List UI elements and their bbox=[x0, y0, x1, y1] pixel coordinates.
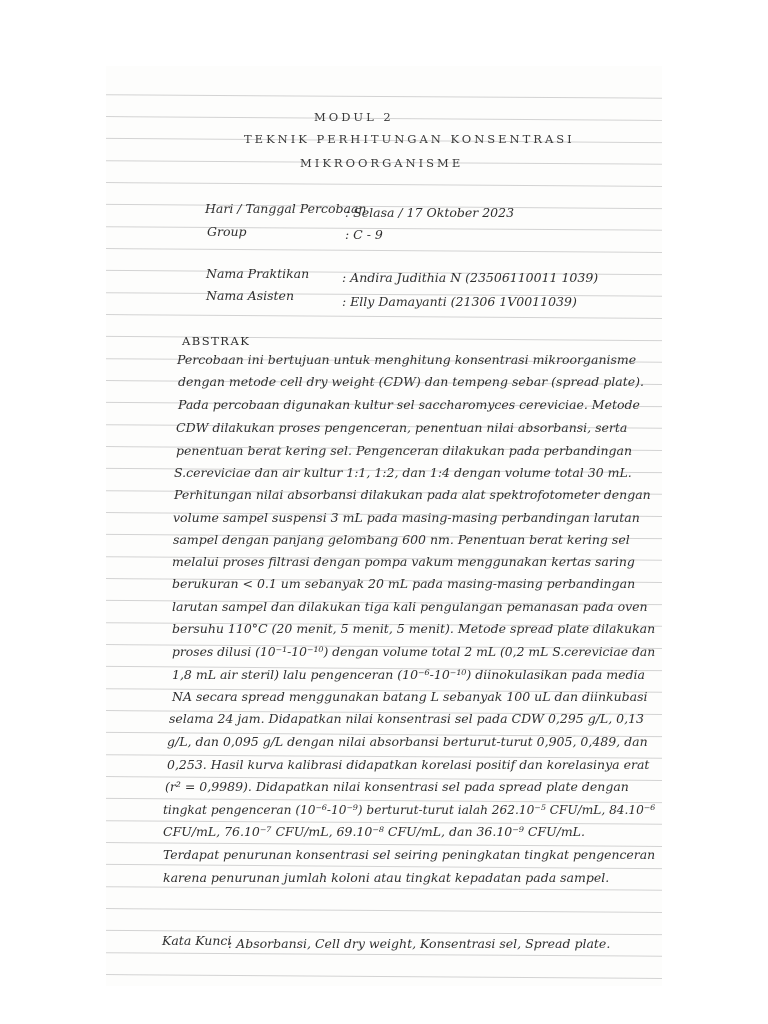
abstract-line: (r² = 0,9989). Didapatkan nilai konsentrasi sel pada spread plate dengan bbox=[165, 779, 629, 794]
abstract-line: 1,8 mL air steril) lalu pengenceran (10⁻⁶-10⁻¹⁰) diinokulasikan pada media bbox=[172, 667, 645, 682]
abstract-line: penentuan berat kering sel. Pengenceran dilakukan pada perbandingan bbox=[176, 443, 633, 458]
abstract-line: Terdapat penurunan konsentrasi sel seiring peningkatan tingkat pengenceran bbox=[163, 847, 656, 862]
info-assistant-label: Nama Asisten bbox=[206, 288, 294, 303]
info-date-label: Hari / Tanggal Percobaan bbox=[205, 201, 367, 216]
abstract-line: 0,253. Hasil kurva kalibrasi didapatkan korelasi positif dan korelasinya erat bbox=[167, 757, 650, 772]
keywords-label: Kata Kunci bbox=[162, 933, 232, 948]
abstract-line: larutan sampel dan dilakukan tiga kali pengulangan pemanasan pada oven bbox=[172, 599, 648, 614]
info-assistant-value: : Elly Damayanti (21306 1V0011039) bbox=[342, 294, 577, 309]
abstract-line: dengan metode cell dry weight (CDW) dan tempeng sebar (spread plate). bbox=[178, 374, 644, 389]
abstract-line: Percobaan ini bertujuan untuk menghitung konsentrasi mikroorganisme bbox=[177, 352, 637, 367]
abstract-line: CDW dilakukan proses pengenceran, penentuan nilai absorbansi, serta bbox=[176, 420, 628, 435]
abstract-line: volume sampel suspensi 3 mL pada masing-masing perbandingan larutan bbox=[173, 510, 640, 525]
abstract-line: tingkat pengenceran (10⁻⁶-10⁻⁹) berturut-turut ialah 262.10⁻⁵ CFU/mL, 84.10⁻⁶ bbox=[163, 802, 656, 817]
info-student-value: : Andira Judithia N (23506110011 1039) bbox=[342, 270, 599, 285]
module-title: TEKNIK PERHITUNGAN KONSENTRASI bbox=[244, 132, 575, 146]
info-date-value: : Selasa / 17 Oktober 2023 bbox=[345, 205, 515, 220]
abstract-line: bersuhu 110°C (20 menit, 5 menit, 5 menit). Metode spread plate dilakukan bbox=[172, 621, 656, 636]
abstract-line: Perhitungan nilai absorbansi dilakukan pada alat spektrofotometer dengan bbox=[174, 487, 651, 502]
abstract-line: selama 24 jam. Didapatkan nilai konsentrasi sel pada CDW 0,295 g/L, 0,13 bbox=[169, 711, 644, 726]
abstract-line: NA secara spread menggunakan batang L sebanyak 100 uL dan diinkubasi bbox=[172, 689, 648, 704]
info-student-label: Nama Praktikan bbox=[206, 266, 310, 281]
abstract-line: S.cereviciae dan air kultur 1:1, 1:2, dan 1:4 dengan volume total 30 mL. bbox=[174, 465, 632, 480]
info-group-label: Group bbox=[207, 224, 247, 239]
abstract-line: berukuran < 0.1 um sebanyak 20 mL pada masing-masing perbandingan bbox=[172, 576, 636, 591]
info-group-value: : C - 9 bbox=[345, 227, 383, 242]
abstract-line: sampel dengan panjang gelombang 600 nm. Penentuan berat kering sel bbox=[173, 532, 630, 547]
module-subtitle: MIKROORGANISME bbox=[300, 156, 464, 170]
abstract-line: melalui proses filtrasi dengan pompa vakum menggunakan kertas saring bbox=[172, 554, 635, 569]
abstract-line: g/L, dan 0,095 g/L dengan nilai absorbansi berturut-turut 0,905, 0,489, dan bbox=[167, 734, 648, 749]
abstract-line: proses dilusi (10⁻¹-10⁻¹⁰) dengan volume total 2 mL (0,2 mL S.cereviciae dan bbox=[172, 644, 656, 659]
keywords-value: : Absorbansi, Cell dry weight, Konsentrasi sel, Spread plate. bbox=[228, 936, 611, 951]
abstract-line: CFU/mL, 76.10⁻⁷ CFU/mL, 69.10⁻⁸ CFU/mL, dan 36.10⁻⁹ CFU/mL. bbox=[163, 824, 585, 839]
abstract-heading: ABSTRAK bbox=[182, 334, 251, 348]
abstract-line: Pada percobaan digunakan kultur sel saccharomyces cereviciae. Metode bbox=[178, 397, 640, 412]
module-number: MODUL 2 bbox=[314, 110, 394, 124]
abstract-line: karena penurunan jumlah koloni atau tingkat kepadatan pada sampel. bbox=[163, 870, 610, 885]
